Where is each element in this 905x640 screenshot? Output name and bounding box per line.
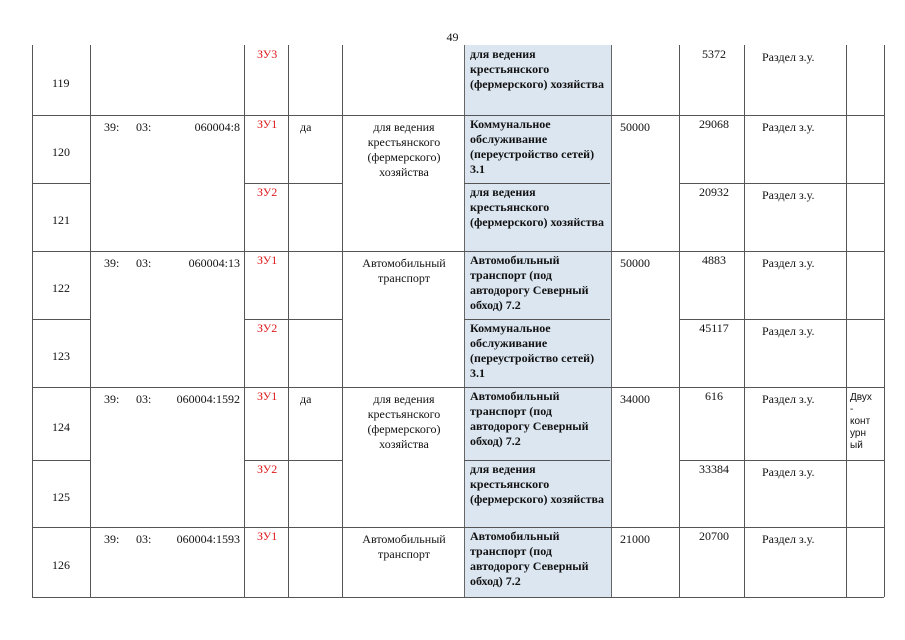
row-rule: [32, 319, 90, 320]
column-rule: [342, 45, 343, 597]
row-rule: [244, 183, 342, 184]
column-rule: [90, 45, 91, 597]
cadastral-district: 39:: [104, 532, 120, 546]
formation-type: Раздел з.у.: [762, 532, 815, 546]
formation-type: Раздел з.у.: [762, 392, 815, 406]
note-line: ый: [850, 440, 863, 451]
planned-use: Коммунальное обслуживание (переустройство сетей) 3.1: [470, 117, 595, 176]
note-line: -: [850, 404, 854, 415]
parcel-area: 29068: [699, 117, 729, 131]
flag-yes: да: [300, 392, 312, 406]
planned-use: для ведения крестьянского (фермерского) хозяйства: [470, 462, 604, 506]
column-rule: [744, 45, 745, 597]
row-number: 119: [52, 76, 70, 90]
parcel-code: ЗУ1: [257, 253, 278, 267]
row-number: 121: [52, 213, 70, 227]
contour-note: [850, 392, 880, 452]
row-rule: [32, 597, 884, 598]
row-rule: [679, 460, 884, 461]
planned-use: Автомобильный транспорт (под автодорогу Северный обход) 7.2: [470, 389, 589, 448]
formation-type: Раздел з.у.: [762, 324, 815, 338]
planned-use: Коммунальное обслуживание (переустройство сетей) 3.1: [470, 321, 595, 380]
planned-use: Автомобильный транспорт (под автодорогу Северный обход) 7.2: [470, 253, 589, 312]
parcel-area: 4883: [702, 253, 726, 267]
parcel-code: ЗУ2: [257, 185, 278, 199]
parcel-code: ЗУ2: [257, 321, 278, 335]
row-rule: [679, 319, 884, 320]
cadastral-district: 39:: [104, 256, 120, 270]
cadastral-block: 060004:8: [194, 120, 240, 134]
row-rule: [464, 183, 610, 184]
formation-type: Раздел з.у.: [762, 256, 815, 270]
cadastral-block: 060004:13: [188, 256, 240, 270]
cadastral-area: 03:: [136, 392, 152, 406]
flag-yes: да: [300, 120, 312, 134]
permitted-use: Автомобильный транспорт: [362, 532, 446, 561]
cadastral-area: 03:: [136, 256, 152, 270]
row-number: 126: [52, 558, 70, 572]
row-rule: [32, 115, 884, 116]
row-number: 124: [52, 419, 70, 434]
parcel-code: ЗУ3: [257, 47, 278, 61]
row-rule: [244, 460, 342, 461]
row-rule: [32, 527, 884, 528]
row-rule: [464, 460, 610, 461]
parcel-area: 616: [705, 389, 723, 403]
row-number: 120: [52, 145, 70, 159]
parcel-area: 20700: [699, 529, 729, 543]
row-rule: [32, 251, 884, 252]
parcel-area: 5372: [702, 47, 726, 61]
permitted-use: Автомобильный транспорт: [362, 256, 446, 285]
row-number: 125: [52, 489, 70, 504]
cadastral-district: 39:: [104, 392, 120, 406]
column-rule: [288, 45, 289, 597]
parcel-area: 33384: [699, 462, 729, 476]
row-rule: [32, 460, 90, 461]
total-area: 21000: [620, 532, 650, 546]
note-line: Двух: [850, 392, 872, 403]
parcel-code: ЗУ1: [257, 117, 278, 131]
total-area: 50000: [620, 120, 650, 134]
total-area: 50000: [620, 256, 650, 270]
row-number: 122: [52, 281, 70, 295]
parcel-code: ЗУ1: [257, 389, 278, 403]
parcel-area: 45117: [699, 321, 729, 335]
total-area: 34000: [620, 392, 650, 406]
row-rule: [679, 183, 884, 184]
cadastral-area: 03:: [136, 532, 152, 546]
planned-use: Автомобильный транспорт (под автодорогу Северный обход) 7.2: [470, 529, 589, 588]
cadastral-block: 060004:1592: [176, 392, 240, 406]
cadastral-district: 39:: [104, 120, 120, 134]
planned-use: для ведения крестьянского (фермерского) хозяйства: [470, 47, 604, 91]
cadastral-area: 03:: [136, 120, 152, 134]
row-rule: [244, 319, 342, 320]
row-rule: [32, 183, 90, 184]
formation-type: Раздел з.у.: [762, 50, 815, 64]
parcel-code: ЗУ1: [257, 529, 278, 543]
note-line: конт: [850, 416, 871, 427]
column-rule: [244, 45, 245, 597]
column-rule: [846, 45, 847, 597]
parcel-code: ЗУ2: [257, 462, 278, 476]
formation-type: Раздел з.у.: [762, 188, 815, 202]
column-rule: [32, 45, 33, 597]
row-number: 123: [52, 349, 70, 363]
formation-type: Раздел з.у.: [762, 120, 815, 134]
cadastral-block: 060004:1593: [176, 532, 240, 546]
page-number: 49: [446, 30, 459, 44]
note-line: урн: [850, 428, 866, 439]
permitted-use: для ведения крестьянского (фермерского) хозяйства: [367, 120, 441, 179]
row-rule: [464, 319, 610, 320]
parcel-area: 20932: [699, 185, 729, 199]
permitted-use: для ведения крестьянского (фермерского) хозяйства: [367, 392, 441, 451]
planned-use: для ведения крестьянского (фермерского) хозяйства: [470, 185, 604, 229]
column-rule: [884, 45, 885, 597]
column-rule: [679, 45, 680, 597]
formation-type: Раздел з.у.: [762, 465, 815, 479]
row-rule: [32, 387, 884, 388]
